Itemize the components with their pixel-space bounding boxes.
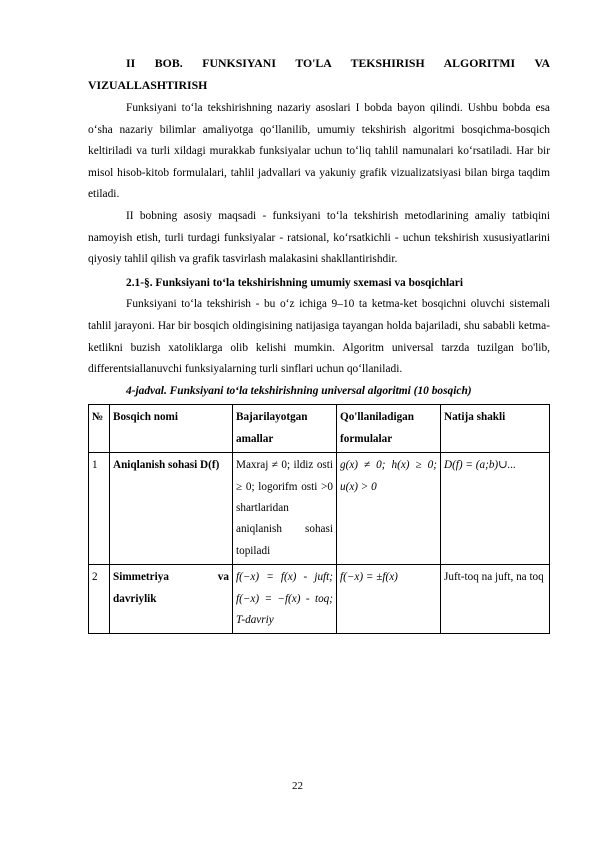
cell-result: Juft-toq na juft, na toq — [441, 565, 550, 634]
table-header-row — [89, 405, 550, 453]
section-paragraph: Funksiyani to‘la tekshirish - bu o‘z ichiga 9–10 ta ketma-ket bosqichni oluvchi sistemali tahlil jarayoni. Har bir bosqich oldingisining natijasiga tayangan holda bajariladi, shu sababli ketma-ketlikni buzish xatoliklarga olib kelishi mumkin. Algoritm universal tarzda tuzilgan bo'lib, differentsiallanuvchi funksiyalarning turli sinflari uchun qo‘llaniladi. — [88, 298, 550, 376]
cell-number: 2 — [89, 565, 110, 634]
header-result: Natija shakli — [441, 405, 550, 453]
table-row — [89, 453, 550, 565]
cell-formulas: g(x) ≠ 0; h(x) ≥ 0; u(x) > 0 — [337, 453, 441, 565]
cell-formulas: f(−x) = ±f(x) — [337, 565, 441, 634]
header-number: № — [89, 405, 110, 453]
header-step-name: Bosqich nomi — [110, 405, 233, 453]
cell-result: D(f) = (a;b)∪... — [441, 453, 550, 565]
header-actions: Bajarilayotgan amallar — [233, 405, 337, 453]
page-number: 22 — [292, 780, 303, 792]
table-row — [89, 565, 550, 634]
cell-step-name: Aniqlanish sohasi D(f) — [110, 453, 233, 565]
cell-step-name: Simmetriya va davriylik — [110, 565, 233, 634]
cell-number: 1 — [89, 453, 110, 565]
algorithm-table — [88, 404, 550, 634]
cell-actions: Maxraj ≠ 0; ildiz osti ≥ 0; logorifm osti >0 shartlaridan aniqlanish sohasi topiladi — [233, 453, 337, 565]
paragraph-1: Funksiyani to‘la tekshirishning nazariy asoslari I bobda bayon qilindi. Ushbu bobda esa o‘sha nazariy bilimlar amaliyotga qo‘llanilib, umumiy tekshirish algoritmi bosqichma-bosqich keltiriladi va turli xildagi murakkab funksiyalar uchun to‘liq tahlil namunalari ko‘rsatiladi. Har bir misol hisob-kitob formulalari, tahlil jadvallari va yakuniy grafik vizualizatsiyasi bilan birga taqdim etiladi. — [88, 102, 550, 201]
cell-actions: f(−x) = f(x) - juft; f(−x) = −f(x) - toq; T-davriy — [233, 565, 337, 634]
paragraph-2: II bobning asosiy maqsadi - funksiyani to‘la tekshirish metodlarining amaliy tatbiqini namoyish etish, turli turdagi funksiyalar - ratsional, ko‘rsatkichli - uchun tekshirish xususiyatlarini qiyosiy tahlil qilish va grafik tasvirlash malakasini shakllantirishdir. — [88, 209, 550, 266]
chapter-heading: II BOB. FUNKSIYANI TO'LA TEKSHIRISH ALGORITMI VA VIZUALLASHTIRISH — [88, 56, 550, 92]
header-formulas: Qo'llaniladigan formulalar — [337, 405, 441, 453]
section-title: 2.1-§. Funksiyani to‘la tekshirishning umumiy sxemasi va bosqichlari — [126, 276, 464, 289]
table-caption: 4-jadval. Funksiyani to‘la tekshirishning universal algoritmi (10 bosqich) — [126, 384, 472, 397]
document-page — [88, 52, 550, 634]
